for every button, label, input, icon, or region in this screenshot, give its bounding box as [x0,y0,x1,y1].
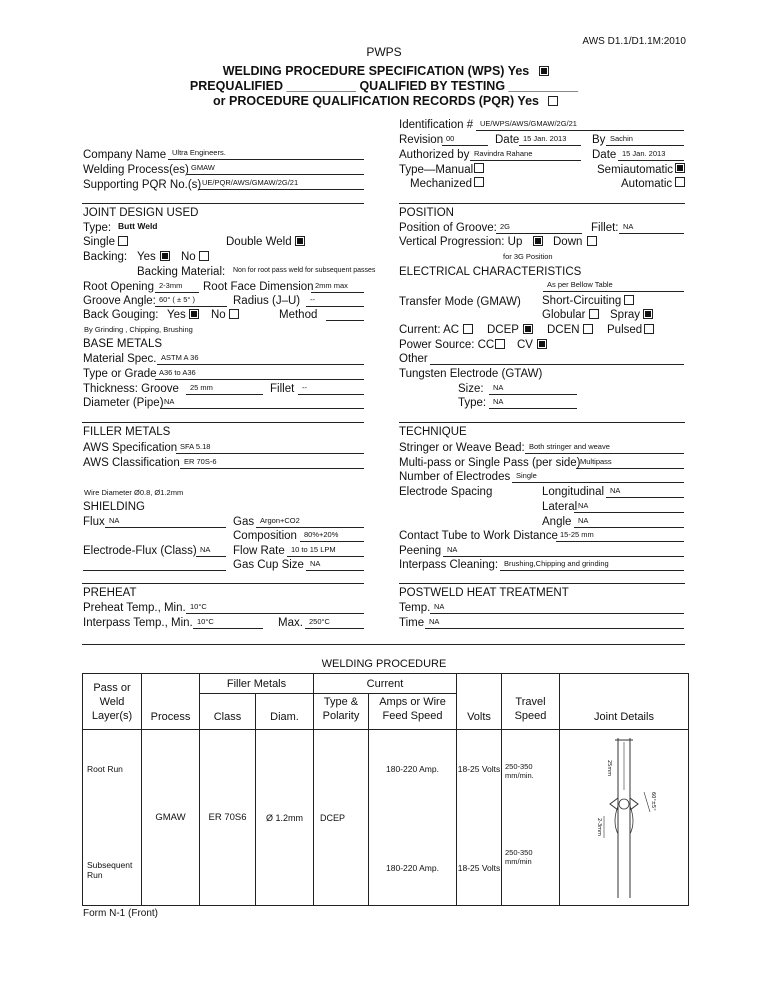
divider [399,203,685,204]
other-field[interactable] [430,351,684,365]
groove-angle-field[interactable] [155,293,227,307]
other-label: Other [399,353,428,365]
company-name-value: Ultra Engineers. [172,148,226,157]
electrode-flux-field[interactable] [196,543,226,557]
tungsten-type-field[interactable] [489,395,577,409]
pwht-heading: POSTWELD HEAT TREATMENT [399,587,569,599]
short-circuiting-checkbox[interactable] [624,295,634,305]
vertical-down-label: Down [553,236,583,248]
joint-details-cell [560,730,689,906]
polarity-cell: DCEP [314,730,369,906]
interpass-max-label: Max. [278,617,303,629]
pwht-temp-field[interactable] [430,600,684,614]
gas-cup-size-field[interactable] [306,557,364,571]
header-travel: Travel Speed [502,674,560,730]
identification-label: Identification # [399,119,474,131]
diam-cell: Ø 1.2mm [256,730,314,906]
radius-value: -- [310,295,315,304]
semiautomatic-label: Semiautomatic [597,164,674,176]
welding-process-field[interactable] [187,161,364,175]
groove-angle-label: Groove Angle: [83,295,156,307]
interpass-cleaning-value: Brushing,Chipping and grinding [504,559,609,568]
welding-process-value: GMAW [191,163,215,172]
interpass-cleaning-label: Interpass Cleaning: [399,559,499,571]
pwht-time-value: NA [429,617,440,626]
flux-field[interactable] [105,514,226,528]
interpass-max-field[interactable] [305,615,364,629]
lateral-label: Lateral [542,501,578,513]
wps-yes-checkbox[interactable] [539,66,549,76]
interpass-max-value: 250°C [309,617,330,626]
method-field[interactable] [326,307,364,321]
aws-class-label: AWS Classification [83,457,180,469]
pulsed-checkbox[interactable] [644,324,654,334]
gas-cup-size-label: Gas Cup Size [233,559,304,571]
shielding-heading: SHIELDING [83,501,145,513]
pwht-temp-label: Temp. [399,602,431,614]
vertical-up-checkbox[interactable] [533,236,543,246]
supporting-pqr-field[interactable] [198,176,364,190]
divider [82,203,364,204]
angle-label: Angle [542,516,572,528]
stringer-value: Both stringer and weave [529,442,610,451]
flow-rate-label: Flow Rate [233,545,285,557]
header-joint-details: Joint Details [560,674,689,730]
position-fillet-label: Fillet: [591,222,619,234]
root-face-label: Root Face Dimension [203,281,314,293]
electrical-note-field [543,278,684,292]
single-label: Single [83,236,115,248]
position-groove-value: 2G [500,222,511,231]
thickness-fillet-field[interactable] [298,381,364,395]
authorized-field[interactable] [470,147,581,161]
num-electrodes-value: Single [516,471,537,480]
ctwd-label: Contact Tube to Work Distance [399,530,558,542]
double-weld-checkbox[interactable] [295,236,305,246]
thickness-fillet-value: -- [302,383,307,392]
method-label: Method [279,309,318,321]
base-metals-heading: BASE METALS [83,338,163,350]
root-volts: 18-25 Volts [457,764,501,774]
wire-diameter-note: Wire Diameter Ø0.8, Ø1.2mm [84,488,184,497]
root-opening-field[interactable] [155,279,199,293]
type-grade-label: Type or Grade [83,368,157,380]
header-volts: Volts [457,674,502,730]
manual-checkbox[interactable] [474,163,484,173]
interpass-cleaning-field[interactable] [500,557,684,571]
backing-material-value: Non for root pass weld for subsequent passes [233,267,376,274]
interpass-min-value: 10°C [197,617,214,626]
header-process: Process [142,674,200,730]
tungsten-size-value: NA [493,383,504,392]
tungsten-type-value: NA [493,397,504,406]
preheat-min-value: 10°C [190,602,207,611]
semiautomatic-checkbox[interactable] [675,163,685,173]
sketch-dim-angle: 60°±5° [650,792,656,811]
position-groove-label: Position of Groove: [399,222,497,234]
single-checkbox[interactable] [118,236,128,246]
standard-ref: AWS D1.1/D1.1M:2010 [582,36,686,47]
process-cell: GMAW [142,730,200,906]
by-field[interactable] [606,132,684,146]
position-note: for 3G Position [503,252,553,261]
revision-value: 00 [446,134,455,143]
globular-label: Globular [542,309,586,321]
by-label: By [592,134,606,146]
groove-angle-value: 60° ( ± 5° ) [159,295,195,304]
by-value: Sachin [610,134,633,143]
multipass-value: Multipass [580,457,612,466]
filler-metals-heading: FILLER METALS [83,426,171,438]
revision-field[interactable] [442,132,488,146]
vertical-progression-label: Vertical Progression: Up [399,236,523,248]
spray-label: Spray [610,309,641,321]
aws-spec-value: SFA 5.18 [180,442,211,451]
mechanized-checkbox[interactable] [474,177,484,187]
interpass-min-field[interactable] [193,615,263,629]
pwht-time-field[interactable] [425,615,684,629]
tungsten-label: Tungsten Electrode (GTAW) [399,368,543,380]
type-manual-label: Type—Manual [399,164,474,176]
electrical-note: As per Bellow Table [547,280,613,289]
current-ac-checkbox[interactable] [463,324,473,334]
back-gouging-no-checkbox[interactable] [229,309,239,319]
aws-class-field[interactable] [180,455,364,469]
ctwd-field[interactable] [556,528,684,542]
flux-label: Flux [83,516,105,528]
identification-value: UE/WPS/AWS/GMAW/2G/21 [480,119,577,128]
material-spec-value: ASTM A 36 [161,353,199,362]
num-electrodes-field[interactable] [512,469,684,483]
pwps-label: PWPS [366,45,402,59]
thickness-fillet-label: Fillet [270,383,295,395]
dcen-checkbox[interactable] [583,324,593,334]
root-face-field[interactable] [311,279,364,293]
thickness-groove-label: Thickness: Groove [83,383,179,395]
type-grade-value: A36 to A36 [159,368,196,377]
date-field[interactable] [519,132,581,146]
radius-field[interactable] [306,293,364,307]
aws-spec-label: AWS Specification [83,442,178,454]
divider [82,583,364,584]
back-gouging-note: By Grinding , Chipping, Brushing [84,325,193,334]
tungsten-type-label: Type: [458,397,487,409]
pwht-time-label: Time [399,617,425,629]
sketch-dim-25mm: 25mm [606,760,612,777]
header-pass: Pass or Weld Layer(s) [83,674,142,730]
double-weld-label: Double Weld [226,236,292,248]
longitudinal-field[interactable] [606,484,684,498]
gas-label: Gas [233,516,255,528]
divider [399,422,685,423]
sketch-dim-gap: 2-3mm [596,818,602,836]
power-cc-checkbox[interactable] [495,339,505,349]
root-opening-value: 2-3mm [159,281,183,290]
peening-label: Peening [399,545,442,557]
position-fillet-value: NA [623,222,634,231]
flow-rate-value: 10 to 15 LPM [291,545,336,554]
revision-label: Revision [399,134,444,146]
mechanized-label: Mechanized [410,178,473,190]
automatic-label: Automatic [621,178,673,190]
header-class: Class [200,694,256,730]
dcep-checkbox[interactable] [523,324,533,334]
divider [82,644,685,645]
date2-label: Date [592,149,617,161]
angle-field[interactable] [574,514,684,528]
lateral-value: NA [578,501,589,510]
electrode-spacing-label: Electrode Spacing [399,486,493,498]
spray-checkbox[interactable] [643,309,653,319]
preheat-heading: PREHEAT [83,587,137,599]
power-source-label: Power Source: CC [399,339,495,351]
lateral-field[interactable] [574,499,684,513]
peening-value: NA [447,545,458,554]
electrode-flux-label: Electrode-Flux (Class) [83,545,197,557]
short-circuiting-label: Short-Circuiting [542,295,622,307]
backing-yes-label: Yes [137,251,156,263]
identification-field[interactable] [476,117,684,131]
aws-class-value: ER 70S-6 [184,457,217,466]
gas-field[interactable] [256,514,364,528]
flux-value: NA [109,516,120,525]
position-heading: POSITION [399,207,454,219]
root-amps: 180-220 Amp. [386,764,439,774]
multipass-label: Multi-pass or Single Pass (per side) [399,457,581,469]
supporting-pqr-label: Supporting PQR No.(s) [83,179,202,191]
aws-spec-field[interactable] [176,440,364,454]
amps-cell [369,730,457,906]
backing-no-checkbox[interactable] [199,251,209,261]
num-electrodes-label: Number of Electrodes [399,471,511,483]
header-filler-metals: Filler Metals [200,674,314,694]
form-footer: Form N-1 (Front) [83,908,158,919]
interpass-min-label: Interpass Temp., Min. [83,617,193,629]
power-cv-label: CV [517,339,533,351]
flow-rate-field[interactable] [287,543,364,557]
automatic-checkbox[interactable] [675,177,685,187]
tungsten-size-field[interactable] [489,381,577,395]
type-grade-field[interactable] [155,366,364,380]
welding-procedure-table [82,673,689,906]
company-name-label: Company Name [83,149,167,161]
wps-title: WELDING PROCEDURE SPECIFICATION (WPS) Yes [222,64,530,78]
transfer-mode-label: Transfer Mode (GMAW) [399,296,521,308]
preheat-min-label: Preheat Temp., Min. [83,602,186,614]
longitudinal-label: Longitudinal [542,486,605,498]
volts-cell [457,730,502,906]
gas-value: Argon+CO2 [260,516,300,525]
travel-cell [502,730,560,906]
electrical-heading: ELECTRICAL CHARACTERISTICS [399,266,582,278]
longitudinal-value: NA [610,486,621,495]
joint-sketch [560,730,688,902]
company-name-field[interactable] [168,146,364,160]
back-gouging-yes-label: Yes [167,309,186,321]
peening-field[interactable] [443,543,684,557]
globular-checkbox[interactable] [589,309,599,319]
electrode-flux-value: NA [200,545,211,554]
diameter-pipe-value: NA [164,397,175,406]
class-cell: ER 70S6 [200,730,256,906]
root-opening-label: Root Opening [83,281,154,293]
diameter-pipe-field[interactable] [160,395,364,409]
header-current: Current [314,674,457,694]
preheat-min-field[interactable] [186,600,364,614]
gas-cup-size-value: NA [310,559,321,568]
header-type-polarity: Type & Polarity [314,694,369,730]
header-diam: Diam. [256,694,314,730]
stringer-field[interactable] [525,440,684,454]
subsequent-volts: 18-25 Volts [457,863,501,873]
electrode-flux-field-2[interactable] [83,557,226,571]
backing-material-label: Backing Material: [137,266,226,278]
ctwd-value: 15-25 mm [560,530,594,539]
pqr-yes-checkbox[interactable] [548,96,558,106]
joint-type-label: Type: [83,222,112,234]
date-label: Date [495,134,520,146]
pqr-line: or PROCEDURE QUALIFICATION RECORDS (PQR) Yes [213,94,539,108]
composition-label: Composition [233,530,297,542]
material-spec-label: Material Spec. [83,353,157,365]
material-spec-field[interactable] [157,351,364,365]
joint-design-heading: JOINT DESIGN USED [83,207,199,219]
stringer-label: Stringer or Weave Bead: [399,442,525,454]
supporting-pqr-value: UE/PQR/AWS/GMAW/2G/21 [202,178,299,187]
pass-cell [83,730,142,906]
back-gouging-no-label: No [211,309,226,321]
pulsed-label: Pulsed [607,324,643,336]
position-fillet-field[interactable] [619,220,684,234]
joint-type-value: Butt Weld [118,221,158,231]
welding-procedure-title: WELDING PROCEDURE [321,658,447,670]
welding-process-label: Welding Process(es) [83,164,189,176]
date-value: 15 Jan. 2013 [523,134,567,143]
subsequent-run-label: Subsequent Run [87,860,133,880]
thickness-groove-value: 25 mm [190,383,213,392]
power-cv-checkbox[interactable] [537,339,547,349]
pwht-temp-value: NA [434,602,445,611]
back-gouging-label: Back Gouging: [83,309,159,321]
diameter-pipe-label: Diameter (Pipe) [83,397,164,409]
current-ac-label: Current: AC [399,324,460,336]
divider [399,583,685,584]
angle-value: NA [578,516,589,525]
root-travel: 250-350 mm/min. [505,762,534,780]
multipass-field[interactable] [576,455,684,469]
back-gouging-yes-checkbox[interactable] [189,309,199,319]
technique-heading: TECHNIQUE [399,426,467,438]
root-face-value: 2mm max [315,281,348,290]
composition-field[interactable] [300,528,364,542]
header-amps: Amps or Wire Feed Speed [369,694,457,730]
subsequent-travel: 250-350 mm/min [505,848,533,866]
root-run-label: Root Run [87,764,123,774]
dcep-label: DCEP [487,324,519,336]
tungsten-size-label: Size: [458,383,484,395]
authorized-label: Authorized by [399,149,470,161]
backing-label: Backing: [83,251,128,263]
composition-value: 80%+20% [304,530,339,539]
thickness-groove-field[interactable] [186,381,263,395]
vertical-down-checkbox[interactable] [587,236,597,246]
date2-value: 15 Jan. 2013 [622,149,666,158]
date2-field[interactable] [618,147,684,161]
divider [82,422,364,423]
backing-no-label: No [181,251,196,263]
subsequent-amps: 180-220 Amp. [386,863,439,873]
backing-yes-checkbox[interactable] [160,251,170,261]
dcen-label: DCEN [547,324,580,336]
authorized-value: Ravindra Rahane [474,149,533,158]
radius-label: Radius (J–U) [233,295,301,307]
position-groove-field[interactable] [496,220,582,234]
prequalified-line: PREQUALIFIED __________ QUALIFIED BY TESTING __________ [189,79,579,93]
